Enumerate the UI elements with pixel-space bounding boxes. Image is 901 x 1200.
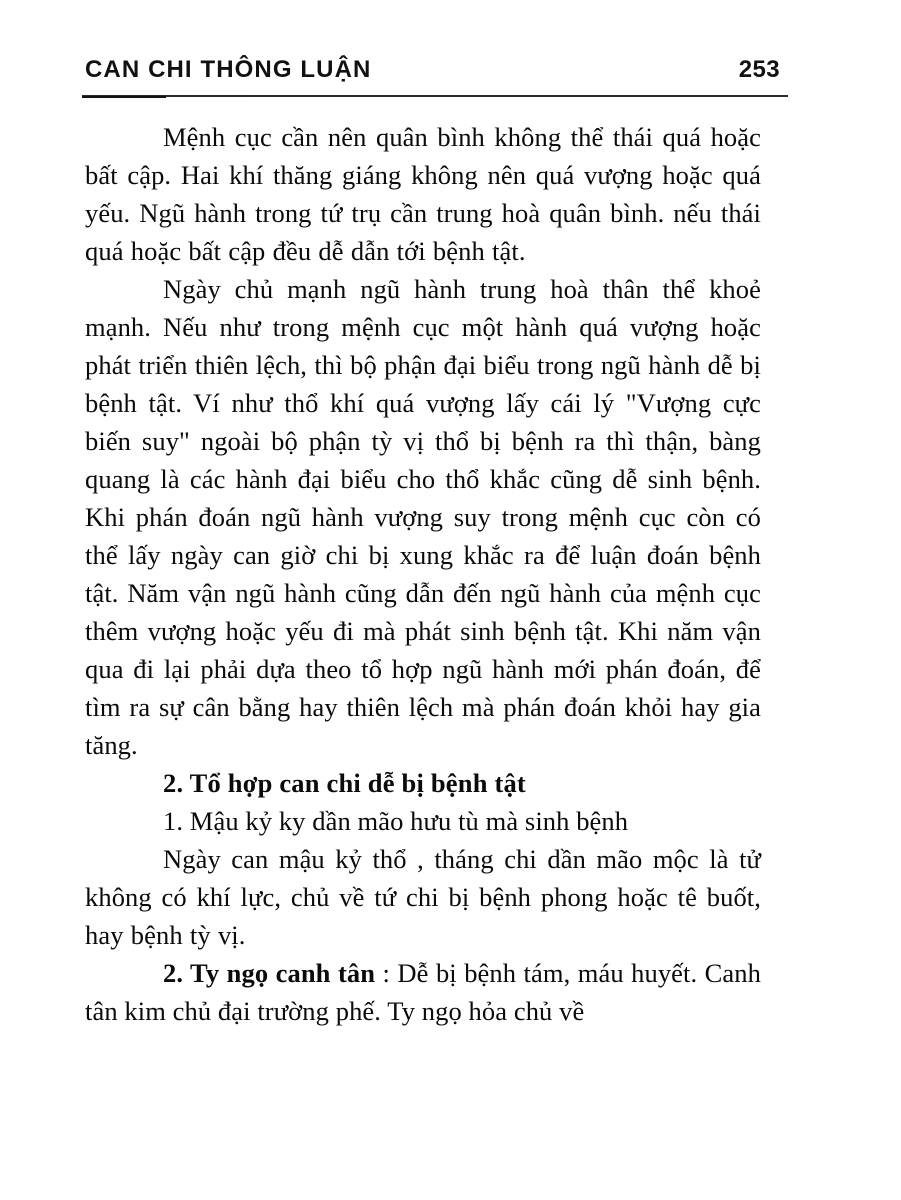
paragraph-mệnh-cục: Mệnh cục cần nên quân bình không thể thái quá hoặc bất cập. Hai khí thăng giáng không nên quá vượng hoặc quá yếu. Ngũ hành trong tứ trụ cần trung hoà quân bình. nếu thái quá hoặc bất cập đều dễ dẫn tới bệnh tật. bbox=[85, 122, 761, 266]
sub-item-2-body: : Dễ bị bệnh tám, máu huyết. Canh tân kim chủ đại trường phế. Ty ngọ hỏa chủ về bbox=[85, 958, 761, 1026]
page-number: 253 bbox=[738, 56, 780, 83]
sub-item-1-body: Ngày can mậu kỷ thổ , tháng chi dần mão mộc là tử không có khí lực, chủ về tứ chi bị bệnh phong hoặc tê buốt, hay bệnh tỳ vị. bbox=[85, 844, 761, 950]
body-text-column bbox=[85, 118, 761, 1030]
sub-item-2 bbox=[85, 954, 761, 1030]
sub-item-2-label: 2. Ty ngọ canh tân bbox=[163, 958, 376, 988]
section-heading-2: 2. Tổ hợp can chi dễ bị bệnh tật bbox=[163, 768, 526, 798]
running-head bbox=[85, 58, 780, 92]
running-head-title: CAN CHI THÔNG LUẬN bbox=[85, 56, 372, 83]
paragraph-ngày-chủ-mạnh: Ngày chủ mạnh ngũ hành trung hoà thân thể khoẻ mạnh. Nếu như trong mệnh cục một hành quá vượng hoặc phát triển thiên lệch, thì bộ phận đại biểu trong ngũ hành dễ bị bệnh tật. Ví như thổ khí quá vượng lấy cái lý "Vượng cực biến suy" ngoài bộ phận tỳ vị thổ bị bệnh ra thì thận, bàng quang là các hành đại biểu cho thổ khắc cũng dễ sinh bệnh. Khi phán đoán ngũ hành vượng suy trong mệnh cục còn có thể lấy ngày can giờ chi bị xung khắc ra để luận đoán bệnh tật. Năm vận ngũ hành cũng dẫn đến ngũ hành của mệnh cục thêm vượng hoặc yếu đi mà phát sinh bệnh tật. Khi năm vận qua đi lại phải dựa theo tổ hợp ngũ hành mới phán đoán, để tìm ra sự cân bằng hay thiên lệch mà phán đoán khỏi hay gia tăng. bbox=[85, 274, 761, 760]
sub-item-1-title: 1. Mậu kỷ ky dần mão hưu tù mà sinh bệnh bbox=[163, 806, 629, 836]
header-divider-rule bbox=[82, 95, 788, 97]
